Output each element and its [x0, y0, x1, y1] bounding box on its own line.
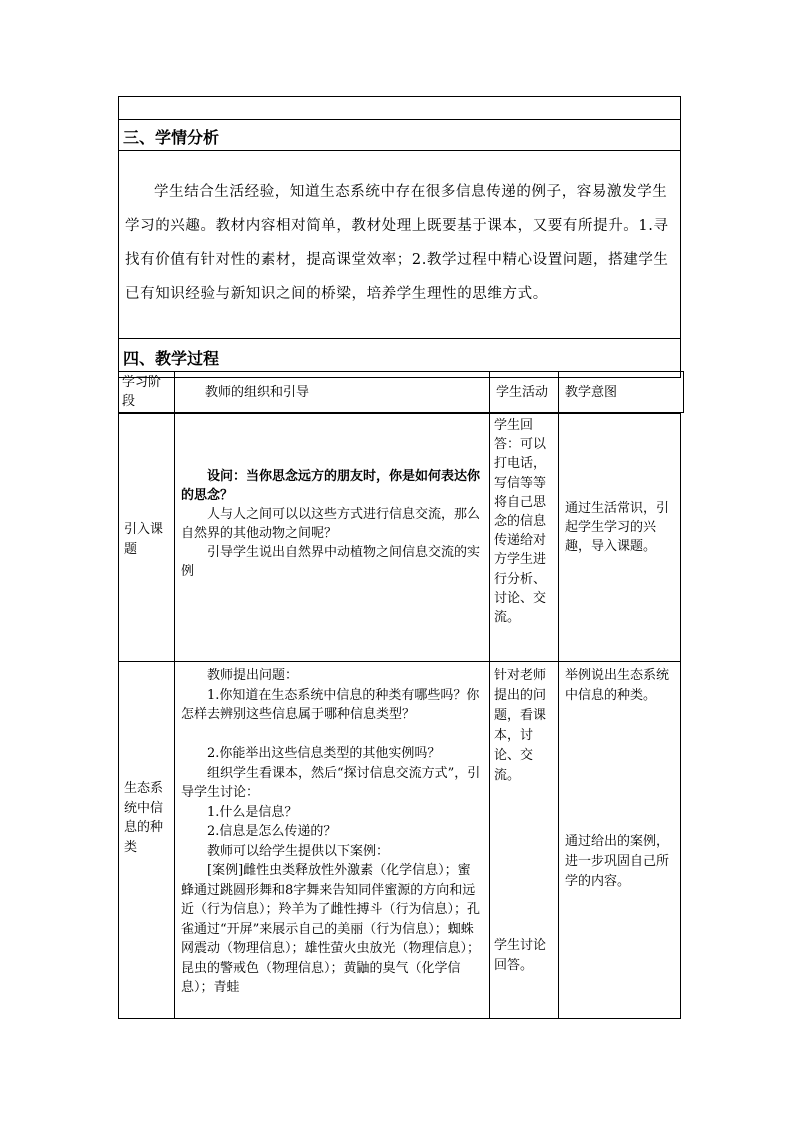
row1-teacher-p2: 引导学生说出自然界中动植物之间信息交流的实例: [181, 545, 481, 579]
row2-intent-1: 举例说出生态系统中信息的种类。: [565, 668, 670, 703]
learning-analysis-text: 学生结合生活经验，知道生态系统中存在很多信息传递的例子，容易激发学生学习的兴趣。教材内容相对简单，教材处理上既要基于课本，又要有所提升。1.寻找有价值有针对性的素材，提高课堂效率；2.教学过程中精心设置问题，搭建学生已有知识经验与新知识之间的桥梁，培养学生理性的思维方式。: [125, 184, 669, 302]
column-divider: [558, 371, 559, 413]
row2-teacher-l3: 2.你能举出这些信息类型的其他实例吗？: [207, 746, 441, 761]
column-divider: [174, 413, 175, 1019]
divider-line: [118, 119, 681, 120]
column-divider: [174, 371, 175, 413]
row2-teacher: [181, 666, 483, 998]
row2-teacher-l7: 教师可以给学生提供以下案例：: [207, 843, 390, 859]
row2-intent-2: 通过给出的案例，进一步巩固自己所学的内容。: [565, 834, 670, 889]
section-heading-learning-analysis: 三、学情分析: [123, 128, 220, 147]
row2-teacher-l5: 1.什么是信息？: [207, 804, 298, 820]
row2-teacher-l2: 1.你知道在生态系统中信息的种类有哪些吗？你怎样去辨别这些信息属于哪种信息类型？: [181, 687, 480, 722]
column-divider: [558, 413, 559, 1019]
row1-intent: 通过生活常识，引起学生学习的兴趣，导入课题。: [565, 501, 670, 554]
row2-stage: 生态系统中信息的种类: [124, 781, 164, 855]
section-heading-teaching-process: 四、教学过程: [123, 349, 220, 368]
row2-teacher-l4: 组织学生看课本，然后“探讨信息交流方式”，引导学生讨论：: [181, 765, 481, 800]
row2-student-1: 针对老师提出的问题，看课本，讨论、交流。: [494, 668, 547, 783]
column-divider: [489, 371, 490, 413]
learning-analysis-paragraph: [125, 175, 673, 311]
header-intent: 教学意图: [565, 385, 618, 400]
row2-teacher-l6: 2.信息是怎么传递的？: [207, 824, 337, 839]
row2-student-2: 学生讨论回答。: [494, 938, 547, 973]
row2-teacher-l1: 教师提出问题：: [207, 668, 299, 683]
row1-teacher-question: 设问：当你思念远方的朋友时，你是如何表达你的思念？: [181, 469, 481, 503]
row1-student: 学生回答：可以打电话，写信等等将自己思念的信息传递给对方学生进行分析、讨论、交流。: [494, 418, 547, 626]
row-divider: [118, 661, 681, 662]
row1-teacher: [181, 467, 483, 581]
header-student: 学生活动: [496, 385, 549, 400]
header-teacher: 教师的组织和引导: [205, 385, 310, 400]
row1-stage: 引入课题: [124, 522, 164, 557]
divider-line: [118, 150, 681, 151]
header-stage: 学习阶段: [122, 375, 162, 409]
row2-teacher-l8: [案例]雌性虫类释放性外激素（化学信息）；蜜蜂通过跳圆形舞和8字舞来告知同伴蜜源的方向和远近（行为信息）；羚羊为了雌性搏斗（行为信息）；孔雀通过“开屏”来展示自己的美丽（行为信息）；蜘蛛网震动（物理信息）；雄性萤火虫放光（物理信息）；昆虫的警戒色（物理信息）；黄鼬的臭气（化学信息）；青蛙: [181, 863, 481, 995]
row1-teacher-p1: 人与人之间可以以这些方式进行信息交流，那么自然界的其他动物之间呢？: [181, 507, 481, 541]
divider-line: [118, 338, 681, 339]
column-divider: [489, 413, 490, 1019]
